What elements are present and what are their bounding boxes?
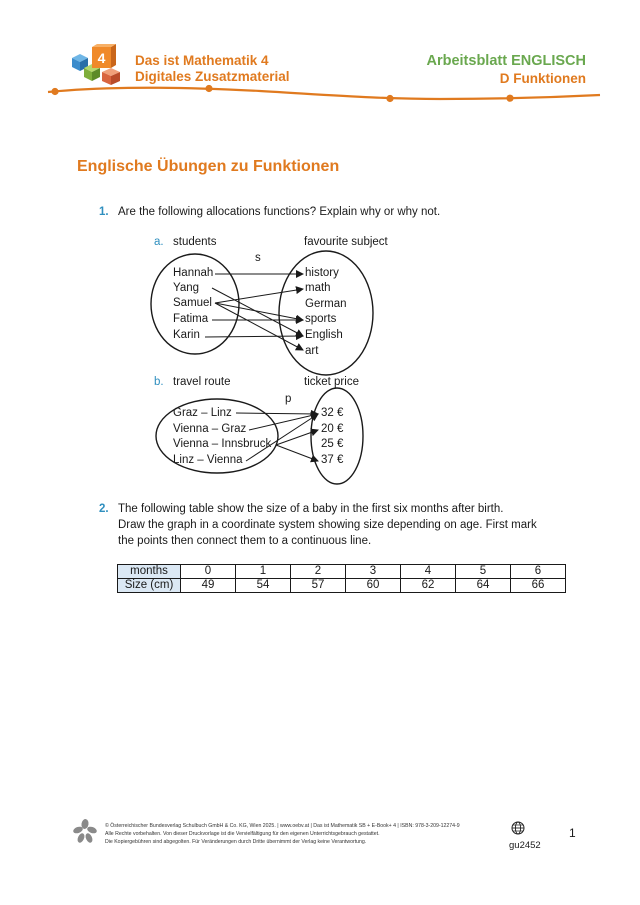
table-cell: 0: [181, 565, 236, 579]
table-cell: 60: [346, 579, 401, 593]
question-2-number: 2.: [99, 503, 109, 515]
q1b-codomain-item: 25 €: [321, 438, 344, 450]
q1a-codomain-item: English: [305, 329, 343, 341]
q1b-codomain-item: 37 €: [321, 454, 344, 466]
q1b-arrow: [249, 414, 318, 430]
footer-line: © Österreichischer Bundesverlag Schulbuch GmbH & Co. KG, Wien 2025. | www.oebv.at | Das ist Mathematik SB + E-Book+ 4 | ISBN: 978-3-209-12274-9: [105, 823, 460, 829]
q1b-domain-item: Vienna – Innsbruck: [173, 438, 272, 450]
globe-icon[interactable]: [511, 821, 525, 835]
footer-copyright: [105, 822, 525, 846]
q1b-domain-item: Graz – Linz: [173, 407, 232, 419]
q1b-codomain-item: 20 €: [321, 423, 344, 435]
q1a-domain-item: Karin: [173, 329, 200, 341]
q1a-codomain-item: art: [305, 345, 319, 357]
q1a-arrow: [215, 303, 303, 320]
brand-line-1: Das ist Mathematik 4: [135, 53, 269, 68]
question-2-line: the points then connect them to a continuous line.: [118, 535, 372, 547]
table-cell: 5: [456, 565, 511, 579]
table-row: [118, 579, 566, 593]
table-cell: 2: [291, 565, 346, 579]
q1a-domain-label: students: [173, 236, 217, 248]
q1b-arrow: [236, 413, 318, 414]
sheet-title: Arbeitsblatt ENGLISCH: [426, 53, 586, 69]
table-cell: 66: [511, 579, 566, 593]
q1a-domain-item: Samuel: [173, 297, 212, 309]
footer-line: Die Kopiergebühren sind abgegolten. Für Veränderungen durch Dritte übernimmt der Verlag keine Verantwortung.: [105, 839, 367, 845]
q1a-codomain-item: German: [305, 298, 347, 310]
question-1-text: Are the following allocations functions? Explain why or why not.: [118, 206, 441, 218]
q1a-codomain-item: math: [305, 282, 331, 294]
table-cell: 4: [401, 565, 456, 579]
page-title: Englische Übungen zu Funktionen: [77, 158, 340, 175]
table-cell: 57: [291, 579, 346, 593]
q1a-letter: a.: [154, 236, 164, 248]
sheet-topic: D Funktionen: [499, 71, 586, 86]
question-2-line: Draw the graph in a coordinate system showing size depending on age. First mark: [118, 519, 537, 531]
q1b-domain-item: Linz – Vienna: [173, 454, 243, 466]
table-row-header: months: [118, 565, 181, 579]
q1b-codomain-set: [311, 388, 363, 484]
table-cell: 62: [401, 579, 456, 593]
q1b-codomain-item: 32 €: [321, 407, 344, 419]
q1a-domain-item: Fatima: [173, 313, 209, 325]
q1a-arrow: [212, 288, 303, 336]
online-code[interactable]: gu2452: [509, 840, 541, 851]
question-1-number: 1.: [99, 206, 109, 218]
q1a-function-name: s: [255, 252, 261, 264]
brand-line-2: Digitales Zusatzmaterial: [135, 69, 290, 84]
table-cell: 64: [456, 579, 511, 593]
q1a-codomain-item: sports: [305, 313, 337, 325]
table-row-header: Size (cm): [118, 579, 181, 593]
q1b-letter: b.: [154, 376, 164, 388]
table-row: [118, 565, 566, 579]
table-cell: 54: [236, 579, 291, 593]
q1a-arrow: [205, 336, 303, 337]
q1a-domain-item: Yang: [173, 282, 200, 294]
question-2-text: [118, 501, 537, 549]
table-cell: 6: [511, 565, 566, 579]
q1a-codomain-label: favourite subject: [304, 236, 388, 248]
page-number: 1: [569, 826, 576, 840]
table-cell: 1: [236, 565, 291, 579]
q1b-domain-item: Vienna – Graz: [173, 423, 247, 435]
question-2-line: The following table show the size of a baby in the first six months after birth.: [118, 503, 504, 515]
q1b-domain-label: travel route: [173, 376, 231, 388]
q1a-arrow: [215, 303, 303, 350]
publisher-footer-logo-icon: [70, 818, 100, 844]
baby-size-table: [117, 564, 566, 593]
logo-number: 4: [97, 50, 106, 66]
table-cell: 3: [346, 565, 401, 579]
footer-line: Alle Rechte vorbehalten. Von dieser Druckvorlage ist die Vervielfältigung für den eigenen Unterrichtsgebrauch gestattet.: [105, 831, 380, 837]
q1a-domain-item: Hannah: [173, 267, 214, 279]
q1b-function-name: p: [285, 393, 292, 405]
q1a-codomain-item: history: [305, 267, 339, 279]
table-cell: 49: [181, 579, 236, 593]
q1b-codomain-label: ticket price: [304, 376, 359, 388]
